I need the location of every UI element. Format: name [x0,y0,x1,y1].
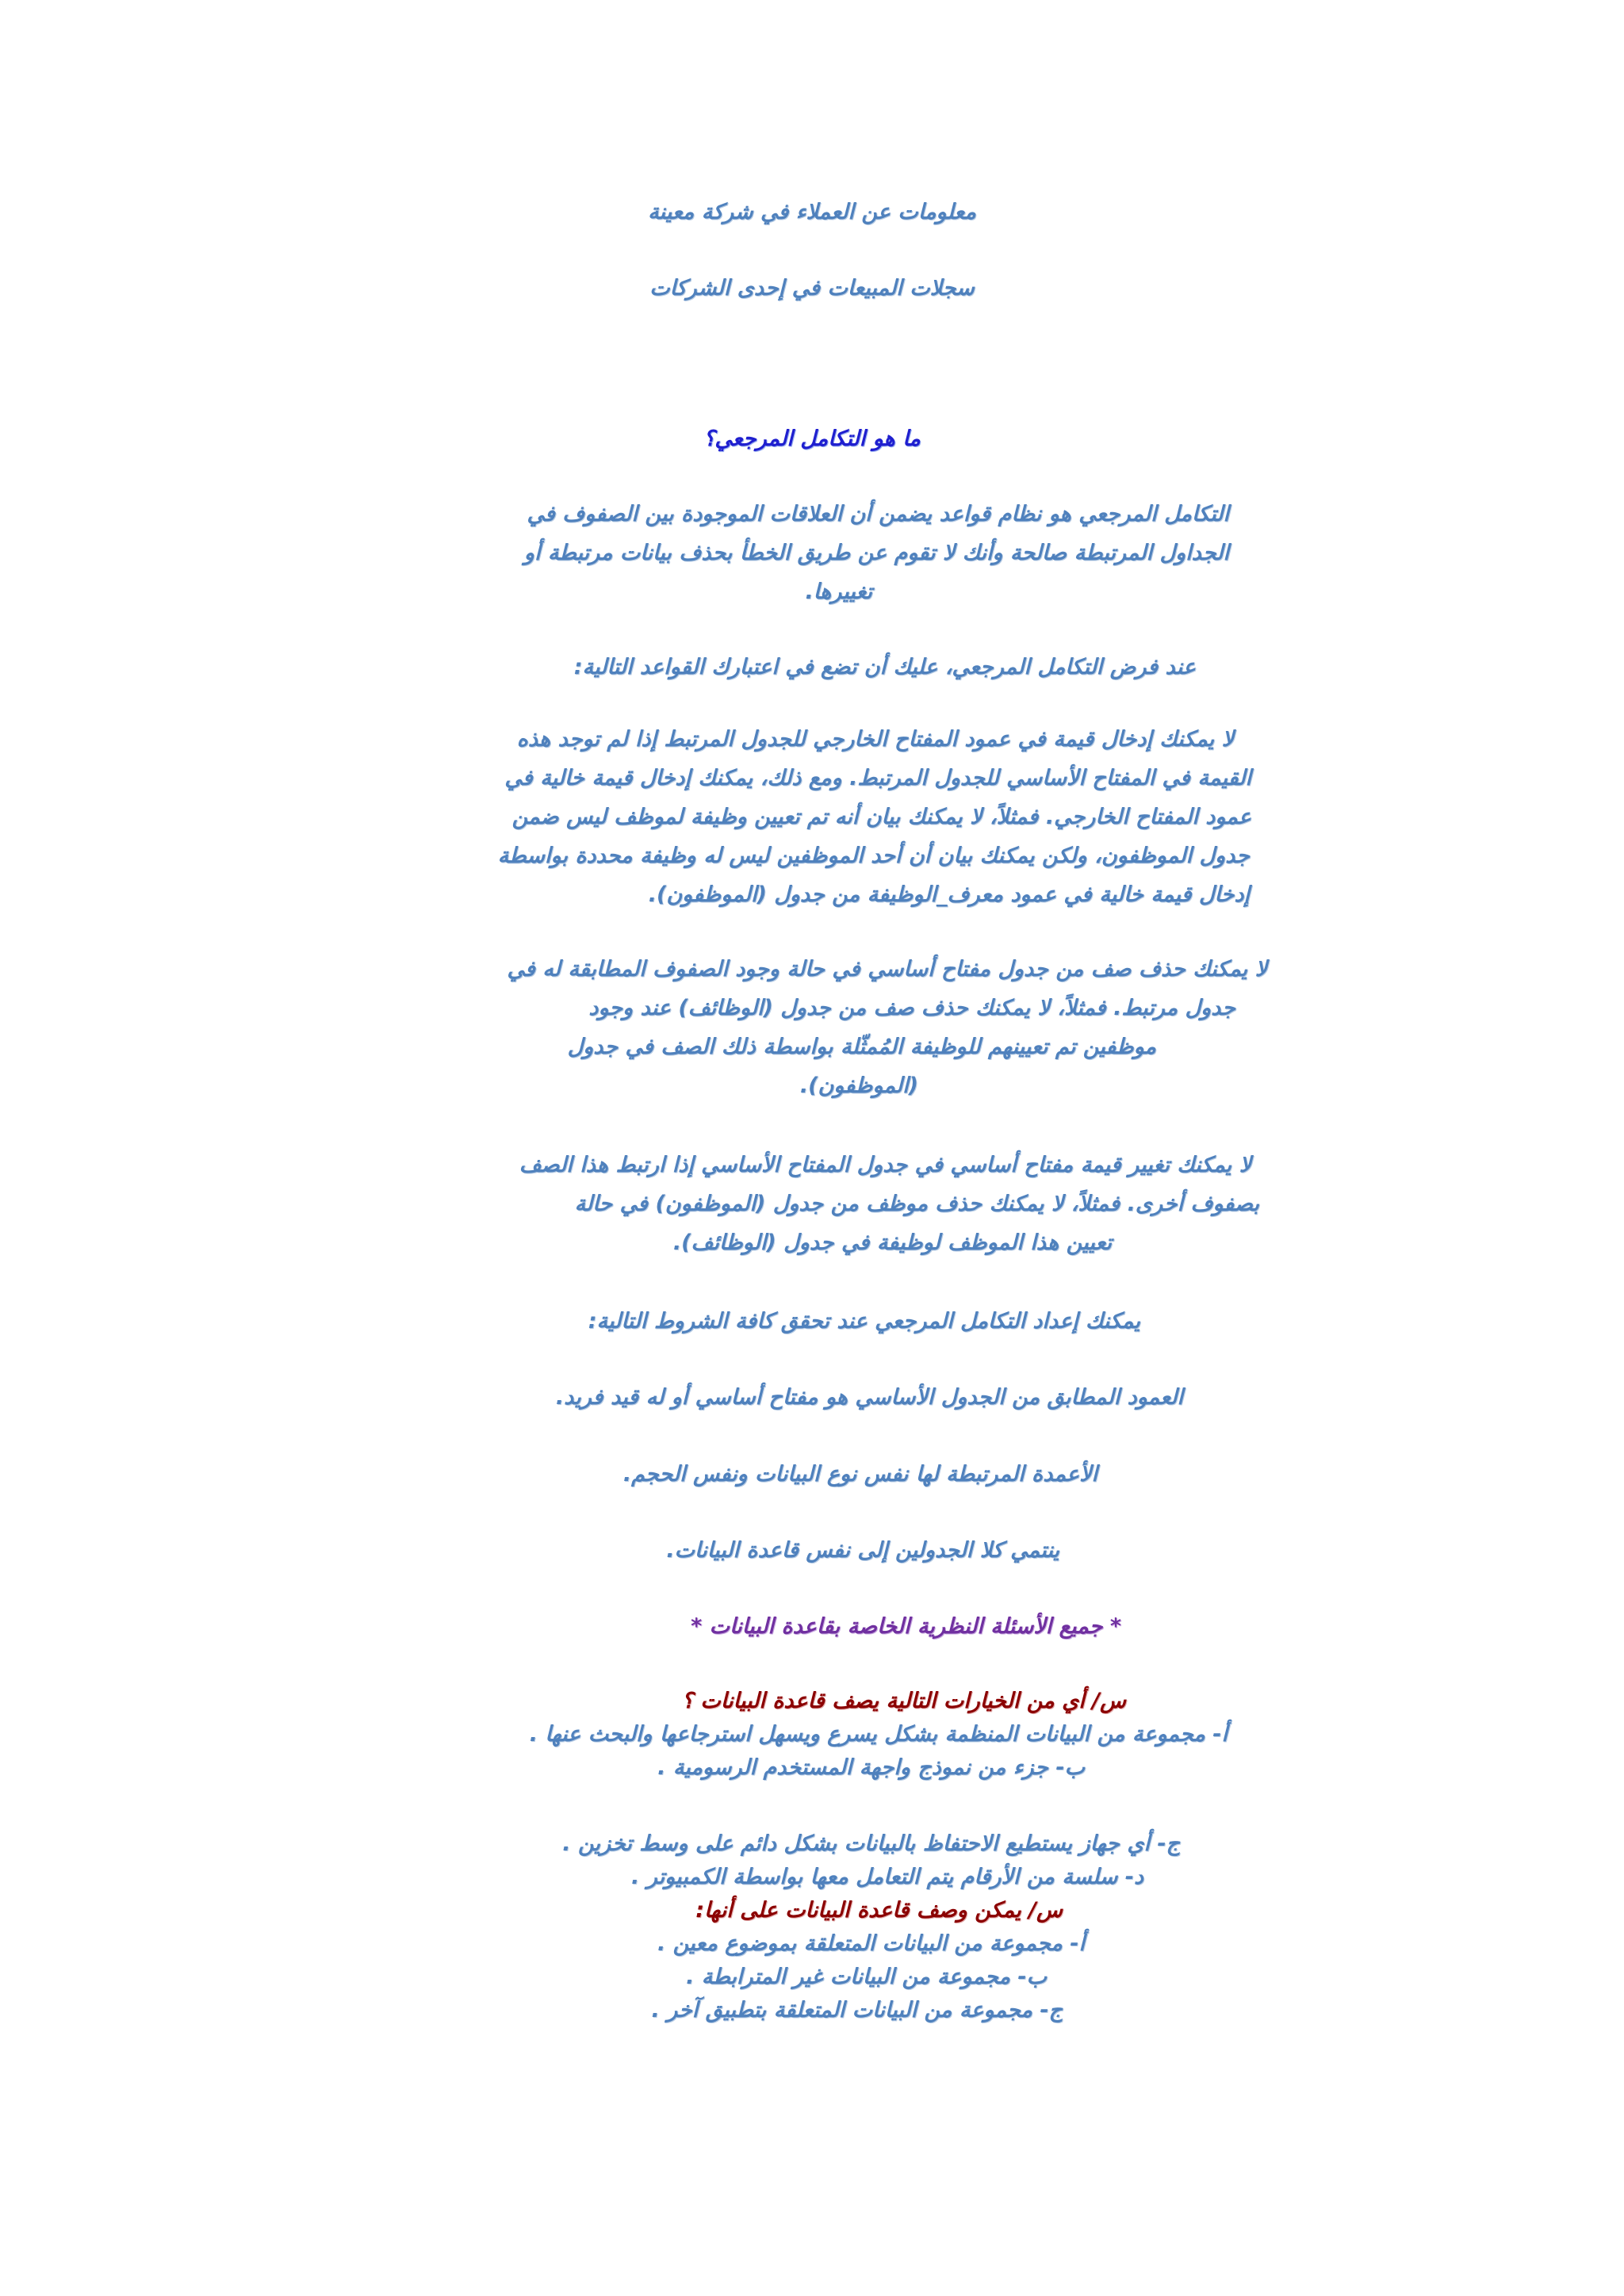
conditions-intro: يمكنك إعداد التكامل المرجعي عند تحقق كافة الشروط التالية: [588,1309,1140,1334]
question-1-option: د- سلسة من الأرقام يتم التعامل معها بواسطة الكمبيوتر . [631,1865,1143,1889]
rules-intro: عند فرض التكامل المرجعي، عليك أن تضع في اعتبارك القواعد التالية: [573,655,1196,679]
rule-2-line: (الموظفون). [799,1073,918,1098]
title-sales-records: سجلات المبيعات في إحدى الشركات [649,276,975,300]
definition-line: تغييرها. [805,580,872,604]
rule-1-line: جدول الموظفون، ولكن يمكنك بيان أن أحد الموظفين ليس له وظيفة محددة بواسطة [497,844,1250,868]
rule-2-line: جدول مرتبط. فمثلاً، لا يمكنك حذف صف من جدول (الوظائف) عند وجود [588,996,1235,1020]
questions-heading: * جميع الأسئلة النظرية الخاصة بقاعدة البيانات * [691,1614,1121,1639]
condition-3: ينتمي كلا الجدولين إلى نفس قاعدة البيانات. [666,1538,1059,1563]
section-heading: ما هو التكامل المرجعي؟ [703,427,921,451]
condition-2: الأعمدة المرتبطة لها نفس نوع البيانات ونفس الحجم. [622,1462,1097,1487]
question-1-option: ج- أي جهاز يستطيع الاحتفاظ بالبيانات بشكل دائم على وسط تخزين . [562,1831,1180,1856]
question-1-option: أ- مجموعة من البيانات المنظمة بشكل يسرع ويسهل استرجاعها والبحث عنها . [529,1722,1228,1747]
title-customers-info: معلومات عن العملاء في شركة معينة [648,200,976,224]
rule-3-line: تعيين هذا الموظف لوظيفة في جدول (الوظائف). [672,1230,1112,1255]
question-2-option: ب- مجموعة من البيانات غير المترابطة . [686,1965,1047,1989]
rule-1-line: إدخال قيمة خالية في عمود معرف_الوظيفة من جدول (الموظفون). [648,882,1250,907]
rule-2-line: لا يمكنك حذف صف من جدول مفتاح أساسي في حالة وجود الصفوف المطابقة له في [507,957,1267,982]
rule-1-line: القيمة في المفتاح الأساسي للجدول المرتبط. ومع ذلك، يمكنك إدخال قيمة خالية في [504,766,1251,790]
question-1-option: ب- جزء من نموذج واجهة المستخدم الرسومية . [657,1755,1085,1780]
question-2-option: أ- مجموعة من البيانات المتعلقة بموضوع معين . [657,1931,1085,1956]
question-2: س/ يمكن وصف قاعدة البيانات على أنها: [695,1898,1063,1923]
question-1: س/ أي من الخيارات التالية يصف قاعدة البيانات ؟ [681,1689,1126,1713]
definition-line: الجداول المرتبطة صالحة وأنك لا تقوم عن طريق الخطأ بحذف بيانات مرتبطة أو [523,541,1229,565]
rule-1-line: لا يمكنك إدخال قيمة في عمود المفتاح الخارجي للجدول المرتبط إذا لم توجد هذه [516,727,1234,752]
condition-1: العمود المطابق من الجدول الأساسي هو مفتاح أساسي أو له قيد فريد. [555,1385,1183,1410]
rule-2-line: موظفين تم تعيينهم للوظيفة المُمثّلة بواسطة ذلك الصف في جدول [567,1035,1156,1059]
question-2-option: ج- مجموعة من البيانات المتعلقة بتطبيق آخر . [651,1998,1063,2022]
definition-line: التكامل المرجعي هو نظام قواعد يضمن أن العلاقات الموجودة بين الصفوف في [527,502,1229,526]
rule-3-line: بصفوف أخرى. فمثلاً، لا يمكنك حذف موظف من جدول (الموظفون) في حالة [574,1192,1259,1216]
rule-3-line: لا يمكنك تغيير قيمة مفتاح أساسي في جدول المفتاح الأساسي إذا ارتبط هذا الصف [519,1153,1251,1177]
rule-1-line: عمود المفتاح الخارجي. فمثلاً، لا يمكنك بيان أنه تم تعيين وظيفة لموظف ليس ضمن [511,805,1251,829]
